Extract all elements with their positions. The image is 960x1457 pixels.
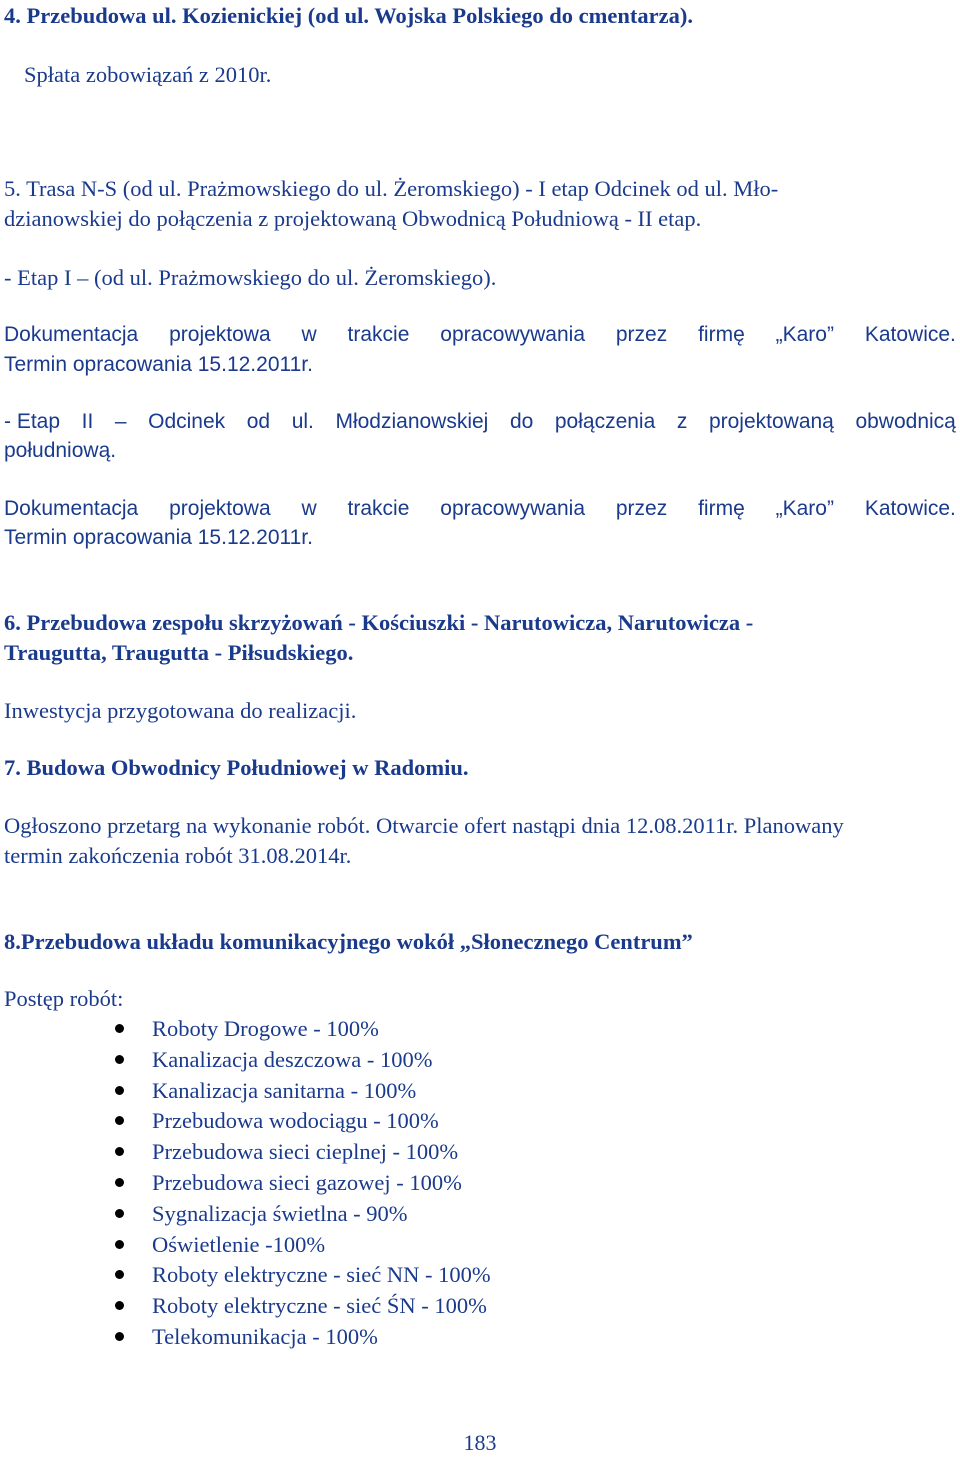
word: - Etap <box>4 410 61 433</box>
list-item-label: Roboty elektryczne - sieć NN - 100% <box>152 1262 491 1288</box>
etap-2-doc-line-1 <box>4 496 956 522</box>
bullet-icon <box>115 1270 124 1279</box>
list-item <box>112 1262 491 1293</box>
word: Dokumentacja <box>4 497 139 520</box>
list-item-label: Telekomunikacja - 100% <box>152 1323 378 1349</box>
word: projektowaną <box>708 410 834 433</box>
progress-list <box>112 1016 491 1355</box>
word: przez <box>615 323 668 346</box>
etap-2-title-line-1 <box>4 409 956 435</box>
etap-2-title-line-2: południową. <box>4 439 117 462</box>
etap-2-doc-line-2: Termin opracowania 15.12.2011r. <box>4 526 313 549</box>
bullet-icon <box>115 1332 124 1341</box>
section-5-heading-line-2: dzianowskiej do połączenia z projektowaną Obwodnicą Południową - II etap. <box>4 206 702 231</box>
list-item <box>112 1047 491 1078</box>
section-8-heading: 8.Przebudowa układu komunikacyjnego wokół „Słonecznego Centrum” <box>4 929 693 954</box>
etap-1-title: - Etap I – (od ul. Prażmowskiego do ul. Żeromskiego). <box>4 265 497 290</box>
list-item <box>112 1324 491 1355</box>
list-item <box>112 1170 491 1201</box>
list-item-label: Roboty elektryczne - sieć ŚN - 100% <box>152 1293 487 1319</box>
bullet-icon <box>115 1086 124 1095</box>
list-item <box>112 1201 491 1232</box>
word: w <box>301 323 317 346</box>
word: firmę <box>698 323 745 346</box>
bullet-icon <box>115 1055 124 1064</box>
list-item-label: Sygnalizacja świetlna - 90% <box>152 1200 408 1226</box>
word: – <box>114 410 127 433</box>
list-item-label: Przebudowa wodociągu - 100% <box>152 1108 439 1134</box>
section-7-note-line-1: Ogłoszono przetarg na wykonanie robót. Otwarcie ofert nastąpi dnia 12.08.2011r. Planowany <box>4 813 844 838</box>
section-6-heading-line-2: Traugutta, Traugutta - Piłsudskiego. <box>4 640 354 665</box>
list-item <box>112 1232 491 1263</box>
bullet-icon <box>115 1178 124 1187</box>
list-item <box>112 1293 491 1324</box>
section-7-note-line-2: termin zakończenia robót 31.08.2014r. <box>4 843 352 868</box>
list-item-label: Kanalizacja deszczowa - 100% <box>152 1046 433 1072</box>
list-item-label: Oświetlenie -100% <box>152 1231 326 1257</box>
list-item-label: Przebudowa sieci gazowej - 100% <box>152 1169 462 1195</box>
word: ul. <box>291 410 314 433</box>
word: do <box>509 410 534 433</box>
page-number: 183 <box>463 1430 497 1455</box>
word: trakcie <box>347 497 410 520</box>
list-item <box>112 1108 491 1139</box>
progress-label: Postęp robót: <box>4 986 124 1011</box>
section-6-heading-line-1: 6. Przebudowa zespołu skrzyżowań - Kościuszki - Narutowicza, Narutowicza - <box>4 610 754 635</box>
bullet-icon <box>115 1147 124 1156</box>
word: w <box>301 497 317 520</box>
word: z <box>676 410 688 433</box>
word: opracowywania <box>440 323 586 346</box>
section-5-heading-line-1: 5. Trasa N-S (od ul. Prażmowskiego do ul. Żeromskiego) - I etap Odcinek od ul. Mło- <box>4 176 779 201</box>
word: firmę <box>698 497 745 520</box>
word: przez <box>615 497 668 520</box>
word: II <box>81 410 94 433</box>
list-item-label: Przebudowa sieci cieplnej - 100% <box>152 1139 459 1165</box>
section-6-note: Inwestycja przygotowana do realizacji. <box>4 698 357 723</box>
word: Katowice. <box>864 323 956 346</box>
word: Dokumentacja <box>4 323 139 346</box>
word: Odcinek <box>148 410 226 433</box>
list-item <box>112 1078 491 1109</box>
etap-1-doc-line-1 <box>4 322 956 348</box>
word: projektowa <box>169 497 271 520</box>
section-4-note: Spłata zobowiązań z 2010r. <box>24 62 272 87</box>
etap-1-doc-line-2: Termin opracowania 15.12.2011r. <box>4 353 313 376</box>
bullet-icon <box>115 1116 124 1125</box>
word: Młodzianowskiej <box>335 410 489 433</box>
bullet-icon <box>115 1240 124 1249</box>
word: „Karo” <box>775 323 834 346</box>
word: obwodnicą <box>855 410 956 433</box>
word: opracowywania <box>440 497 586 520</box>
list-item <box>112 1139 491 1170</box>
list-item-label: Kanalizacja sanitarna - 100% <box>152 1077 417 1103</box>
word: projektowa <box>169 323 271 346</box>
section-7-heading: 7. Budowa Obwodnicy Południowej w Radomiu. <box>4 755 469 780</box>
bullet-icon <box>115 1301 124 1310</box>
bullet-icon <box>115 1024 124 1033</box>
word: „Karo” <box>775 497 834 520</box>
word: od <box>246 410 271 433</box>
word: Katowice. <box>864 497 956 520</box>
bullet-icon <box>115 1209 124 1218</box>
list-item-label: Roboty Drogowe - 100% <box>152 1016 379 1041</box>
section-4-heading: 4. Przebudowa ul. Kozienickiej (od ul. Wojska Polskiego do cmentarza). <box>4 3 693 28</box>
list-item <box>112 1016 491 1047</box>
word: trakcie <box>347 323 410 346</box>
word: połączenia <box>554 410 656 433</box>
